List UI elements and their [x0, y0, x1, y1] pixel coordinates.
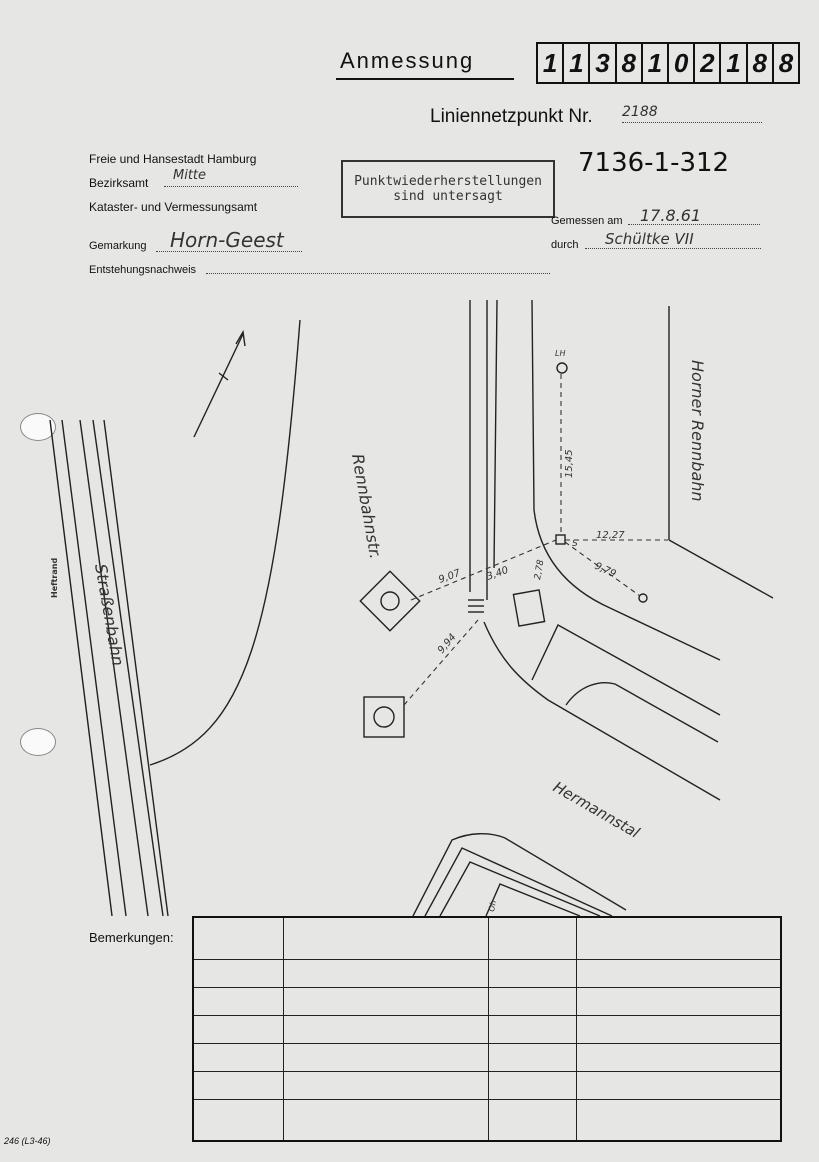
building-outline	[440, 862, 600, 916]
table-row	[193, 959, 781, 987]
number-digit: 1	[643, 44, 669, 82]
table-cell[interactable]	[576, 1099, 781, 1141]
table-cell[interactable]	[283, 1071, 488, 1099]
street-label: Straßenbahn	[91, 562, 128, 668]
table-cell[interactable]	[576, 959, 781, 987]
number-digit: 8	[617, 44, 643, 82]
dotted-rule	[164, 186, 298, 187]
durch-label: durch	[551, 239, 579, 251]
table-cell[interactable]	[283, 959, 488, 987]
durch-value: Schültke VII	[605, 230, 694, 248]
bezirksamt-value: Mitte	[173, 168, 207, 183]
measurement-label: S	[572, 539, 578, 549]
number-digit: 8	[778, 47, 794, 78]
measurement-label: 15,45	[564, 449, 575, 478]
gemessen-value: 17.8.61	[640, 206, 702, 225]
stamp-line: sind untersagt	[393, 189, 503, 204]
measurement-label: 12,27	[596, 530, 625, 541]
table-cell[interactable]	[283, 1015, 488, 1043]
liniennetzpunkt-label: Liniennetzpunkt Nr.	[430, 106, 593, 127]
table-cell[interactable]	[488, 1015, 576, 1043]
dotted-rule	[156, 251, 302, 252]
measurement-label: 9,07	[437, 567, 462, 586]
number-digit: 3	[590, 44, 616, 82]
gemessen-label: Gemessen am	[551, 215, 623, 227]
number-digit: 0	[669, 44, 695, 82]
small-box	[513, 590, 544, 626]
title-underline	[336, 78, 514, 80]
road-edge	[494, 300, 497, 568]
margin-label: Heftrand	[50, 557, 59, 598]
table-cell[interactable]	[283, 917, 488, 959]
number-digit: 1	[721, 44, 747, 82]
table-cell[interactable]	[576, 987, 781, 1015]
measurement-label: 9,94	[435, 631, 459, 656]
bezirksamt-label: Bezirksamt	[89, 176, 149, 190]
street-label: Horner Rennbahn	[688, 360, 707, 502]
table-cell[interactable]	[576, 917, 781, 959]
gemarkung-value: Horn-Geest	[170, 228, 284, 252]
table-row	[193, 917, 781, 959]
survey-point	[556, 535, 565, 544]
table-cell[interactable]	[283, 987, 488, 1015]
survey-marker	[364, 697, 404, 737]
table-cell[interactable]	[193, 1015, 283, 1043]
number-digit: 1	[538, 44, 564, 82]
reference-number: 7136-1-312	[578, 148, 730, 178]
table-cell[interactable]	[193, 1099, 283, 1141]
traffic-island	[532, 625, 720, 715]
tram-rail	[62, 420, 126, 916]
table-cell[interactable]	[283, 1043, 488, 1071]
north-arrow-icon	[194, 332, 245, 437]
table-cell[interactable]	[488, 917, 576, 959]
table-cell[interactable]	[576, 1015, 781, 1043]
table-row	[193, 1071, 781, 1099]
table-cell[interactable]	[488, 1043, 576, 1071]
traffic-island	[566, 683, 718, 742]
city-label: Freie und Hansestadt Hamburg	[89, 152, 257, 166]
table-row	[193, 1099, 781, 1141]
dotted-rule	[206, 273, 550, 274]
point-number-box	[536, 42, 800, 84]
table-cell[interactable]	[283, 1099, 488, 1141]
number-digit: 2	[695, 44, 721, 82]
measurement-label: 3,40	[485, 564, 510, 583]
table-cell[interactable]	[488, 1071, 576, 1099]
number-digit: 1	[564, 44, 590, 82]
table-cell[interactable]	[576, 1071, 781, 1099]
entstehung-label: Entstehungsnachweis	[89, 264, 197, 276]
table-row	[193, 987, 781, 1015]
building-outline	[413, 834, 626, 916]
table-cell[interactable]	[488, 1099, 576, 1141]
table-row	[193, 1015, 781, 1043]
table-cell[interactable]	[488, 959, 576, 987]
table-cell[interactable]	[576, 1043, 781, 1071]
survey-sketch	[0, 280, 819, 920]
form-title: Anmessung	[340, 48, 475, 73]
survey-point	[639, 594, 647, 602]
table-cell[interactable]	[193, 1071, 283, 1099]
survey-point	[557, 363, 567, 373]
point-label: LH	[555, 349, 566, 358]
form-code: 246 (L3-46)	[4, 1136, 51, 1146]
number-digit: 8	[748, 44, 774, 82]
dotted-rule	[622, 122, 762, 123]
measurement-label: 2,78	[533, 559, 547, 581]
table-cell[interactable]	[193, 959, 283, 987]
dotted-rule	[628, 224, 760, 225]
tram-rail	[93, 420, 163, 916]
table-row	[193, 1043, 781, 1071]
measure-line	[404, 620, 478, 705]
dotted-rule	[585, 248, 761, 249]
stamp-line: Punktwiederherstellungen	[354, 174, 542, 189]
measurement-label: Oh	[487, 899, 498, 913]
tram-rail	[50, 420, 112, 916]
table-cell[interactable]	[488, 987, 576, 1015]
road-edge	[669, 540, 773, 598]
measurement-label: 9,79	[592, 560, 618, 581]
survey-marker	[360, 571, 419, 630]
street-label: Hermannstal	[550, 777, 643, 842]
remarks-label: Bemerkungen:	[89, 930, 174, 945]
table-cell[interactable]	[193, 987, 283, 1015]
remarks-table	[192, 916, 782, 1142]
office-label: Kataster- und Vermessungsamt	[89, 200, 258, 214]
table-cell[interactable]	[193, 917, 283, 959]
gemarkung-label: Gemarkung	[89, 240, 147, 252]
liniennetzpunkt-value: 2188	[622, 104, 658, 120]
street-label: Rennbahnstr.	[348, 452, 386, 561]
table-cell[interactable]	[193, 1043, 283, 1071]
road-curve	[150, 320, 300, 765]
restriction-stamp	[341, 160, 555, 218]
